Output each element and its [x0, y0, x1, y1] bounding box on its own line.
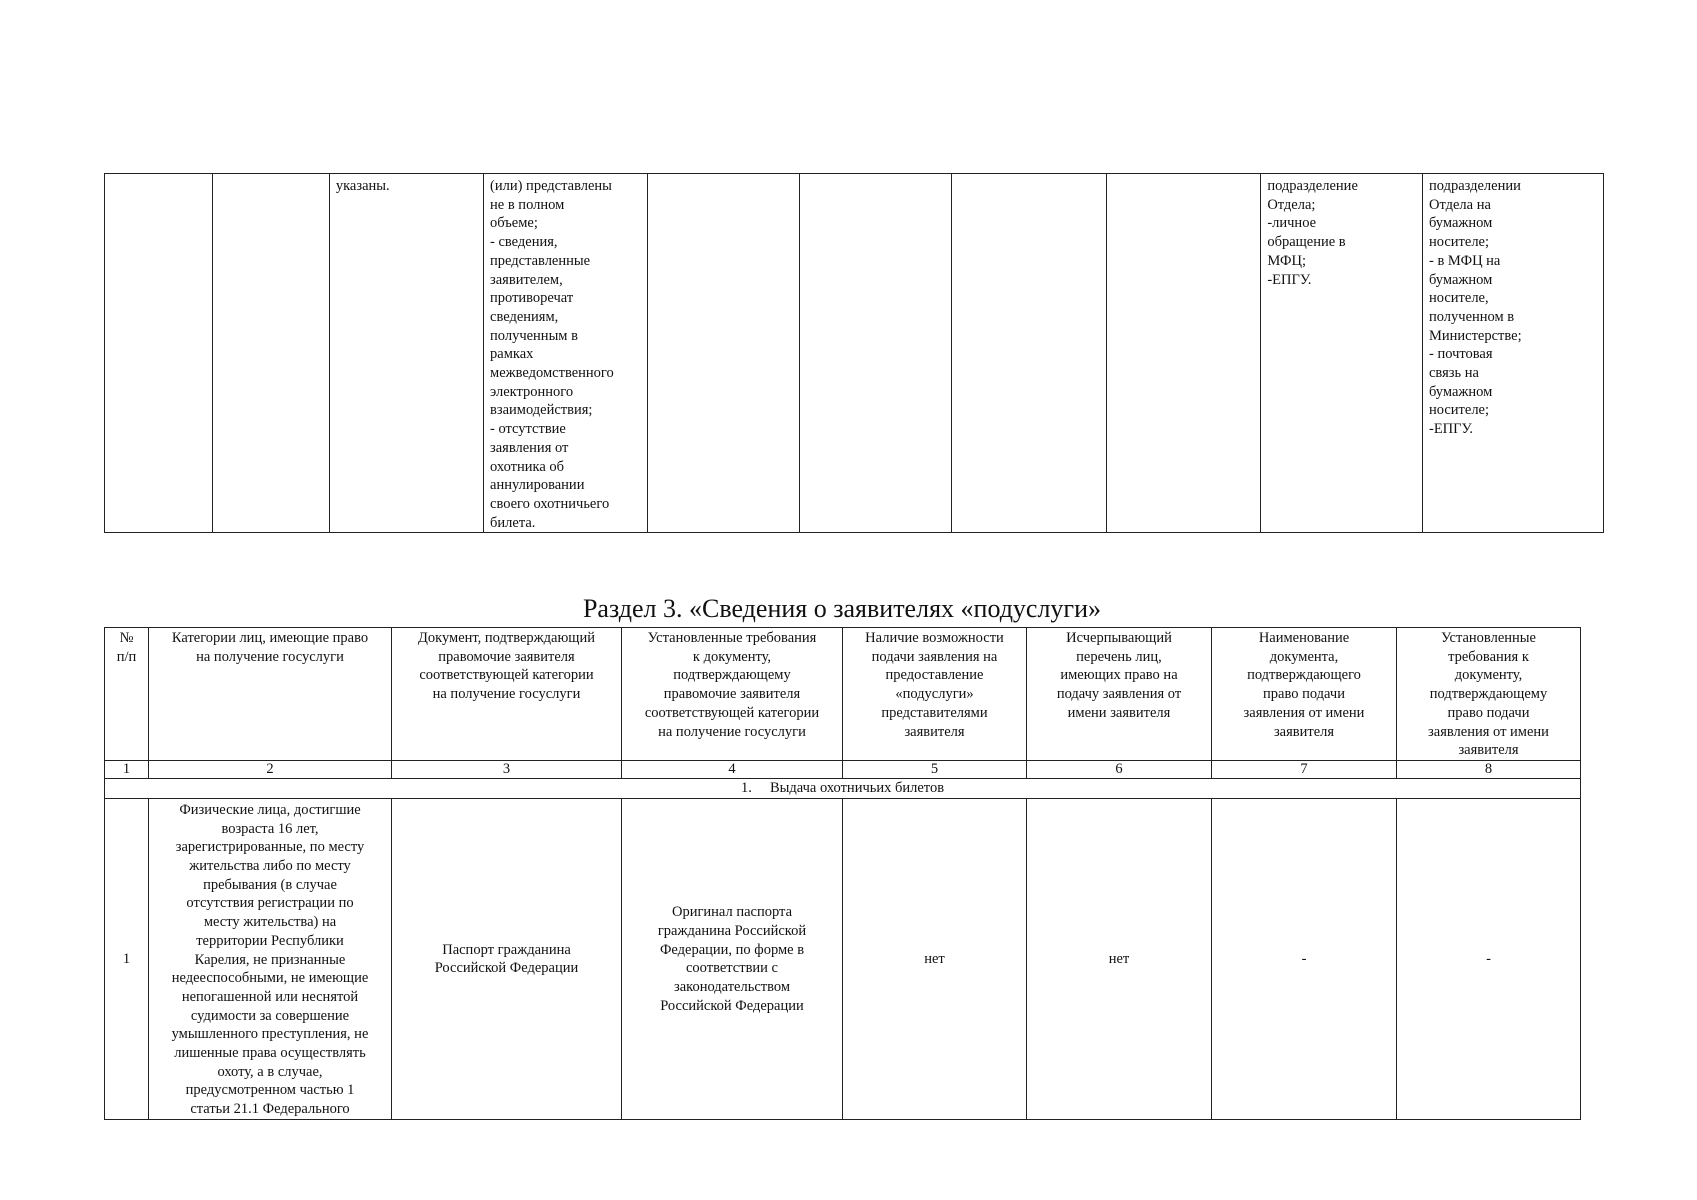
column-number: 4 — [622, 760, 843, 778]
header-row — [105, 628, 1581, 761]
service-section-row — [105, 778, 1581, 798]
column-number: 7 — [1212, 760, 1397, 778]
authority-document-cell: - — [1212, 798, 1397, 1119]
authorized-persons-cell: нет — [1027, 798, 1212, 1119]
table-cell — [951, 174, 1106, 533]
table-cell: указаны. — [329, 174, 483, 533]
document-requirements-cell: Оригинал паспорта гражданина Российской Федерации, по форме в соответствии с законодательством Российской Федерации — [622, 798, 843, 1119]
table-cell: подразделение Отдела; -личное обращение в МФЦ; -ЕПГУ. — [1261, 174, 1423, 533]
column-header: № п/п — [105, 628, 149, 761]
authority-requirements-cell: - — [1397, 798, 1581, 1119]
row-number: 1 — [105, 798, 149, 1119]
table-cell: (или) представлены не в полном объеме; - сведения, представленные заявителем, противоречат сведениям, полученным в рамках межведомственного электронного взаимодействия; - отсутствие заявления от охотника об аннулировании своего охотничьего билета. — [484, 174, 648, 533]
table-cell: подразделении Отдела на бумажном носителе; - в МФЦ на бумажном носителе, полученном в Министерстве; - почтовая связь на бумажном носителе; -ЕПГУ. — [1422, 174, 1603, 533]
column-number: 5 — [843, 760, 1027, 778]
column-header: Установленные требования к документу, подтверждающему право подачи заявления от имени заявителя — [1397, 628, 1581, 761]
representative-possibility-cell: нет — [843, 798, 1027, 1119]
column-number: 6 — [1027, 760, 1212, 778]
service-section-label: 1. Выдача охотничьих билетов — [105, 778, 1581, 798]
table-cell — [105, 174, 213, 533]
column-header: Наименование документа, подтверждающего право подачи заявления от имени заявителя — [1212, 628, 1397, 761]
table-row — [105, 798, 1581, 1119]
column-header: Исчерпывающий перечень лиц, имеющих право на подачу заявления от имени заявителя — [1027, 628, 1212, 761]
column-header: Установленные требования к документу, подтверждающему правомочие заявителя соответствующей категории на получение госуслуги — [622, 628, 843, 761]
column-number-row — [105, 760, 1581, 778]
column-number: 3 — [392, 760, 622, 778]
table-cell — [647, 174, 799, 533]
table-cell — [1107, 174, 1261, 533]
column-header: Наличие возможности подачи заявления на предоставление «подуслуги» представителями заявителя — [843, 628, 1027, 761]
table-row — [105, 174, 1604, 533]
document-cell: Паспорт гражданина Российской Федерации — [392, 798, 622, 1119]
column-number: 2 — [149, 760, 392, 778]
column-header: Категории лиц, имеющие право на получение госуслуги — [149, 628, 392, 761]
column-number: 8 — [1397, 760, 1581, 778]
applicant-category-cell: Физические лица, достигшие возраста 16 лет, зарегистрированные, по месту жительства либо по месту пребывания (в случае отсутствия регистрации по месту жительства) на территории Республики Карелия, не признанные недееспособными, не имеющие непогашенной или неснятой судимости за совершение умышленного преступления, не лишенные права осуществлять охоту, а в случае, предусмотренном частью 1 статьи 21.1 Федерального — [149, 798, 392, 1119]
continued-table — [104, 173, 1604, 533]
column-header: Документ, подтверждающий правомочие заявителя соответствующей категории на получение госуслуги — [392, 628, 622, 761]
table-cell — [799, 174, 951, 533]
table-cell — [213, 174, 330, 533]
section-title: Раздел 3. «Сведения о заявителях «подуслуги» — [582, 594, 1102, 623]
column-number: 1 — [105, 760, 149, 778]
applicants-table — [104, 627, 1581, 1120]
